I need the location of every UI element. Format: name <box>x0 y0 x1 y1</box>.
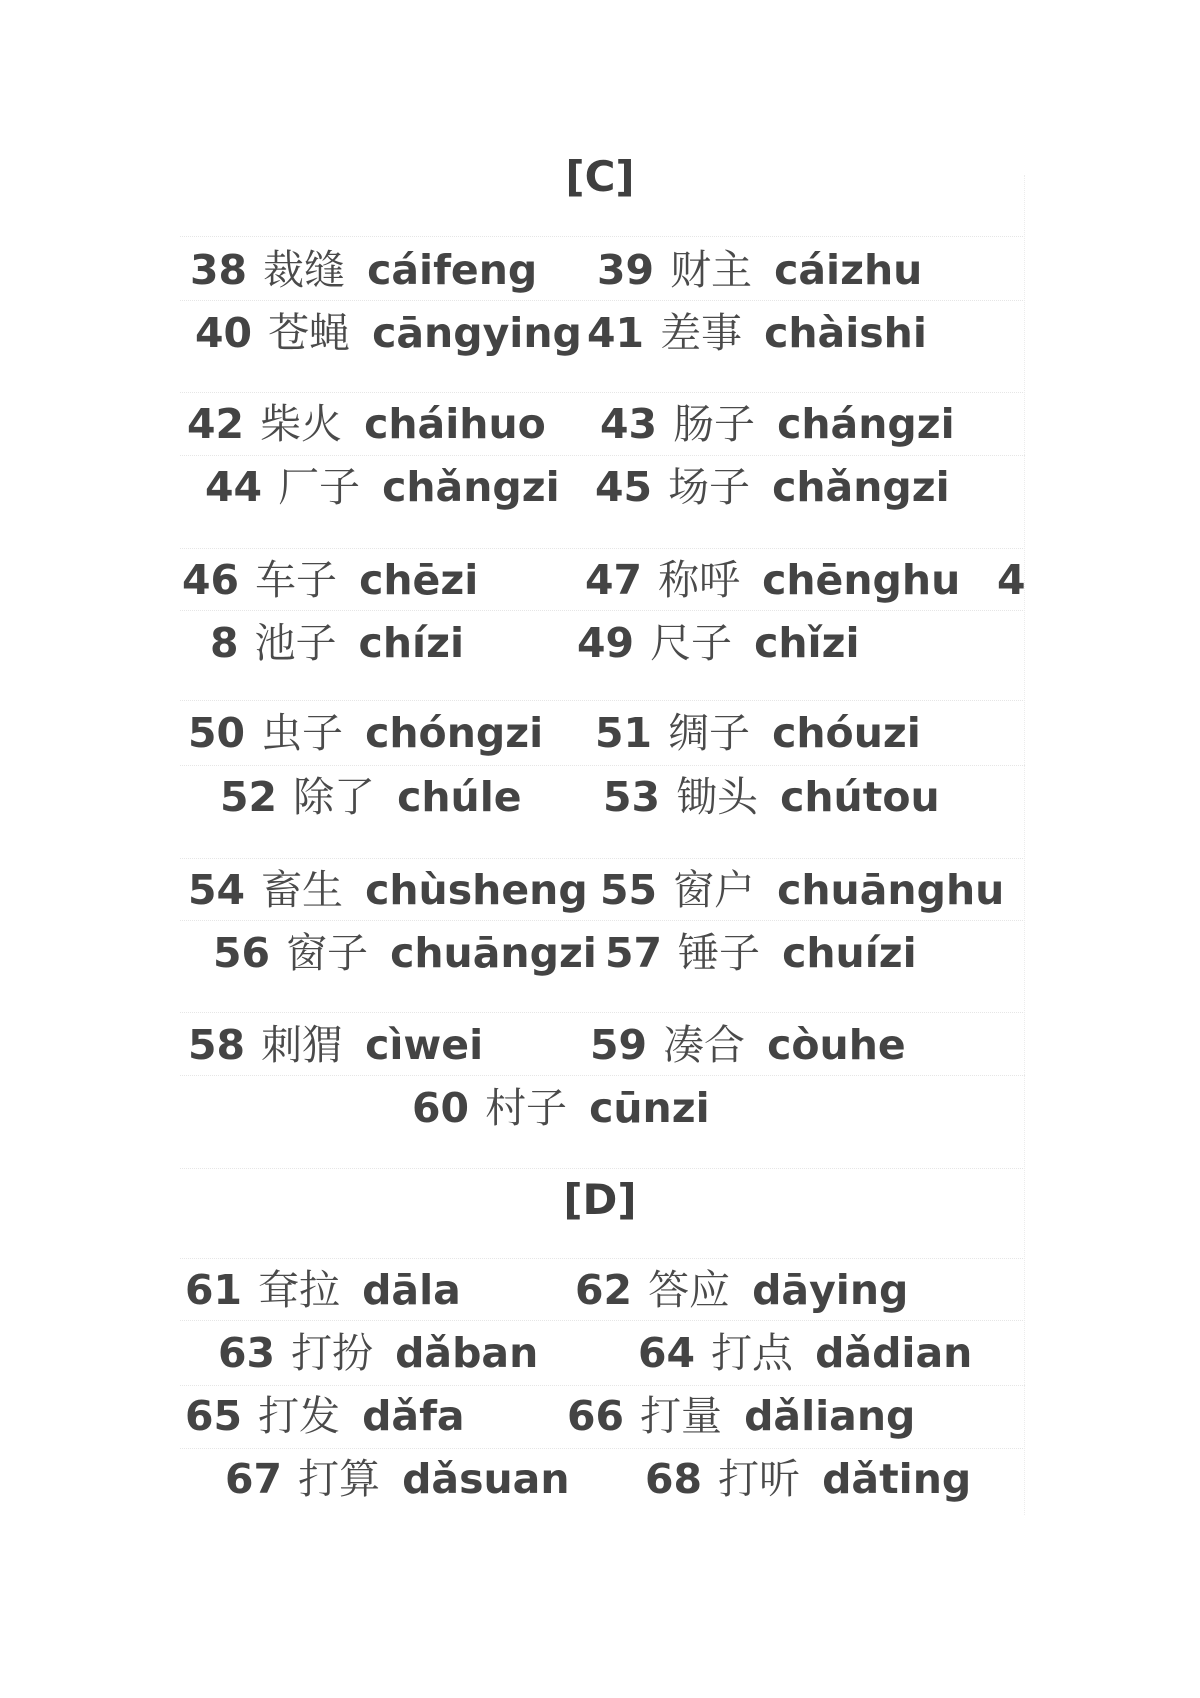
entry-64 <box>638 1328 972 1378</box>
section-heading-d: [D] <box>563 1175 637 1224</box>
entry-48-number-part: 4 <box>997 556 1026 604</box>
entry-pinyin: chútou <box>780 773 940 821</box>
entry-pinyin: chǐzi <box>754 619 860 667</box>
entry-42 <box>187 399 546 449</box>
entry-pinyin: cūnzi <box>589 1084 710 1132</box>
entry-number: 44 <box>205 463 263 511</box>
entry-hanzi: 打算 <box>298 1455 381 1503</box>
entry-hanzi: 肠子 <box>673 400 756 448</box>
entry-hanzi: 池子 <box>254 619 337 667</box>
entry-59 <box>590 1020 906 1070</box>
entry-hanzi: 打听 <box>718 1455 801 1503</box>
entry-58 <box>188 1020 483 1070</box>
entry-number: 68 <box>645 1455 703 1503</box>
entry-hanzi: 称呼 <box>658 556 741 604</box>
entry-number: 39 <box>597 246 655 294</box>
entry-53 <box>603 772 940 822</box>
entry-pinyin: chǎngzi <box>772 463 950 511</box>
entry-number: 62 <box>575 1266 633 1314</box>
entry-54 <box>188 865 588 915</box>
entry-number: 60 <box>412 1084 470 1132</box>
entry-hanzi: 财主 <box>670 246 753 294</box>
entry-number: 40 <box>195 309 253 357</box>
entry-pinyin: chóngzi <box>365 709 544 757</box>
entry-number: 53 <box>603 773 661 821</box>
entry-hanzi: 打点 <box>711 1329 794 1377</box>
entry-number: 52 <box>220 773 278 821</box>
rule-line <box>180 700 1025 701</box>
entry-hanzi: 锄头 <box>676 773 759 821</box>
entry-hanzi: 答应 <box>648 1266 731 1314</box>
entry-pinyin: chǎngzi <box>382 463 560 511</box>
entry-40 <box>195 308 582 358</box>
entry-pinyin: cháihuo <box>364 400 546 448</box>
entry-pinyin: dǎfa <box>362 1392 465 1440</box>
entry-pinyin: chàishi <box>764 309 927 357</box>
entry-number: 50 <box>188 709 246 757</box>
entry-number: 49 <box>577 619 635 667</box>
entry-number: 38 <box>190 246 248 294</box>
entry-pinyin: dǎban <box>395 1329 539 1377</box>
entry-pinyin: dāying <box>752 1266 909 1314</box>
entry-number: 59 <box>590 1021 648 1069</box>
entry-number: 57 <box>605 929 663 977</box>
entry-number: 46 <box>182 556 240 604</box>
rule-line <box>180 920 1025 921</box>
rule-line <box>180 1012 1025 1013</box>
entry-pinyin: dǎsuan <box>402 1455 570 1503</box>
entry-pinyin: cáifeng <box>367 246 538 294</box>
entry-pinyin: chuízi <box>782 929 917 977</box>
entry-pinyin: chuāngzi <box>390 929 597 977</box>
entry-hanzi: 耷拉 <box>258 1266 341 1314</box>
entry-hanzi: 打扮 <box>291 1329 374 1377</box>
rule-line <box>180 1320 1025 1321</box>
rule-line <box>180 1168 1025 1169</box>
entry-number: 58 <box>188 1021 246 1069</box>
entry-hanzi: 裁缝 <box>263 246 346 294</box>
entry-39 <box>597 245 922 295</box>
entry-pinyin: cāngying <box>372 309 582 357</box>
entry-hanzi: 厂子 <box>278 463 361 511</box>
entry-44 <box>205 462 560 512</box>
entry-number: 67 <box>225 1455 283 1503</box>
entry-49 <box>577 618 860 668</box>
entry-63 <box>218 1328 538 1378</box>
margin-line <box>1024 175 1025 1515</box>
entry-pinyin: chúle <box>397 773 522 821</box>
section-heading-c: [C] <box>565 152 635 201</box>
entry-47 <box>585 555 960 605</box>
entry-hanzi: 尺子 <box>650 619 733 667</box>
rule-line <box>180 765 1025 766</box>
entry-57 <box>605 928 917 978</box>
entry-number: 45 <box>595 463 653 511</box>
entry-hanzi: 窗户 <box>673 866 756 914</box>
entry-46 <box>182 555 478 605</box>
entry-hanzi: 锤子 <box>678 929 761 977</box>
entry-hanzi: 场子 <box>668 463 751 511</box>
rule-line <box>180 392 1025 393</box>
rule-line <box>180 858 1025 859</box>
entry-45 <box>595 462 950 512</box>
entry-hanzi: 窗子 <box>286 929 369 977</box>
entry-41 <box>587 308 927 358</box>
entry-number: 42 <box>187 400 245 448</box>
entry-number: 54 <box>188 866 246 914</box>
entry-number: 64 <box>638 1329 696 1377</box>
rule-line <box>180 1258 1025 1259</box>
rule-line <box>180 548 1025 549</box>
entry-pinyin: chēzi <box>359 556 479 604</box>
entry-pinyin: chēnghu <box>762 556 961 604</box>
entry-66 <box>567 1391 915 1441</box>
entry-number: 65 <box>185 1392 243 1440</box>
entry-number: 66 <box>567 1392 625 1440</box>
entry-hanzi: 除了 <box>293 773 376 821</box>
entry-68 <box>645 1454 971 1504</box>
entry-hanzi: 打量 <box>640 1392 723 1440</box>
entry-number: 8 <box>210 619 239 667</box>
entry-61 <box>185 1265 461 1315</box>
entry-pinyin: chángzi <box>777 400 955 448</box>
entry-pinyin: chùsheng <box>365 866 588 914</box>
entry-52 <box>220 772 522 822</box>
entry-50 <box>188 708 543 758</box>
entry-hanzi: 柴火 <box>260 400 343 448</box>
rule-line <box>180 610 1025 611</box>
entry-38 <box>190 245 537 295</box>
entry-65 <box>185 1391 465 1441</box>
entry-number: 51 <box>595 709 653 757</box>
entry-hanzi: 虫子 <box>261 709 344 757</box>
entry-hanzi: 畜生 <box>261 866 344 914</box>
rule-line <box>180 455 1025 456</box>
rule-line <box>180 1385 1025 1386</box>
entry-pinyin: dǎting <box>822 1455 972 1503</box>
entry-number: 61 <box>185 1266 243 1314</box>
entry-60 <box>412 1083 710 1133</box>
entry-pinyin: chuānghu <box>777 866 1005 914</box>
entry-56 <box>213 928 597 978</box>
entry-number: 55 <box>600 866 658 914</box>
entry-hanzi: 凑合 <box>663 1021 746 1069</box>
entry-55 <box>600 865 1004 915</box>
entry-hanzi: 车子 <box>255 556 338 604</box>
entry-hanzi: 绸子 <box>668 709 751 757</box>
entry-hanzi: 刺猬 <box>261 1021 344 1069</box>
entry-hanzi: 村子 <box>485 1084 568 1132</box>
entry-51 <box>595 708 921 758</box>
entry-number: 41 <box>587 309 645 357</box>
entry-48 <box>210 618 464 668</box>
entry-number: 47 <box>585 556 643 604</box>
rule-line <box>180 236 1025 237</box>
entry-pinyin: dǎliang <box>744 1392 916 1440</box>
entry-hanzi: 差事 <box>660 309 743 357</box>
entry-pinyin: chóuzi <box>772 709 921 757</box>
entry-hanzi: 打发 <box>258 1392 341 1440</box>
rule-line <box>180 1448 1025 1449</box>
entry-number: 56 <box>213 929 271 977</box>
entry-67 <box>225 1454 570 1504</box>
entry-43 <box>600 399 955 449</box>
entry-pinyin: chízi <box>358 619 464 667</box>
entry-pinyin: dǎdian <box>815 1329 973 1377</box>
entry-number: 43 <box>600 400 658 448</box>
entry-pinyin: cáizhu <box>774 246 923 294</box>
entry-hanzi: 苍蝇 <box>268 309 351 357</box>
entry-pinyin: còuhe <box>767 1021 906 1069</box>
entry-pinyin: cìwei <box>365 1021 484 1069</box>
entry-pinyin: dāla <box>362 1266 461 1314</box>
entry-62 <box>575 1265 908 1315</box>
rule-line <box>180 300 1025 301</box>
rule-line <box>180 1075 1025 1076</box>
entry-number: 63 <box>218 1329 276 1377</box>
